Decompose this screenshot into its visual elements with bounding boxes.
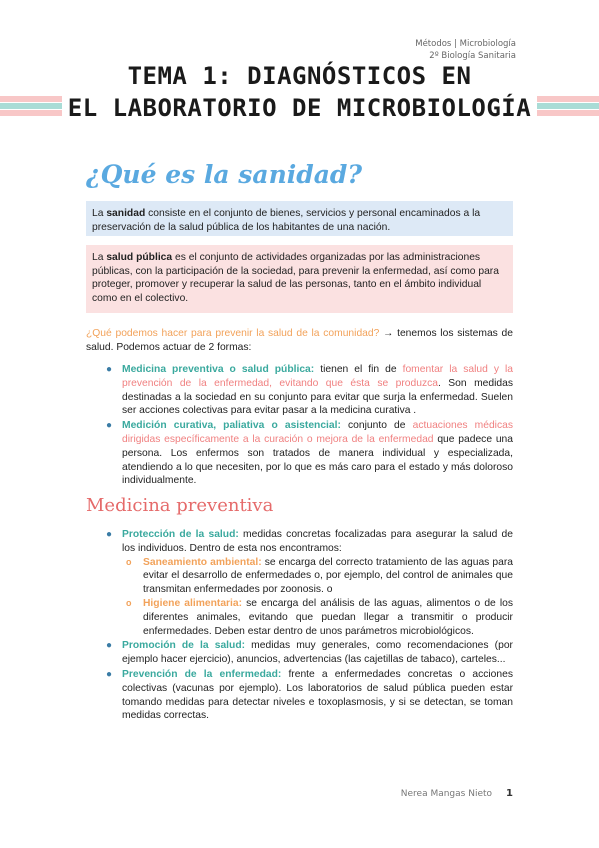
arrow-icon: → [383, 328, 394, 339]
circle-bullet-icon: o [126, 597, 132, 608]
list-item: ● Promoción de la salud: medidas muy generales, como recomendaciones (por ejemplo hacer ejercicio), anuncios, advertencias (las cajetillas de tabaco), carteles... [106, 640, 513, 666]
page-footer [401, 788, 513, 799]
bullet-icon: ● [106, 364, 113, 375]
footer-author: Nerea Mangas Nieto [400, 789, 493, 799]
bullet-icon: ● [106, 529, 113, 540]
bullet-icon: ● [106, 668, 113, 680]
list-item: ● Medicina preventiva o salud pública: tienen el fin de fomentar la salud y la prevención de la enfermedad, evitando que ésta se produzca. Son medidas destinadas a la sociedad en su conjunto para evitar que surja la enfermedad. Suelen ser acciones colectivas para evitar pasar a la medicina curativa . [106, 364, 514, 417]
circle-bullet-icon: o [126, 556, 132, 567]
preventive-medicine-list [106, 528, 513, 724]
sub-list [122, 556, 513, 639]
term-salud-publica: salud pública [106, 252, 173, 263]
list-item: ● Protección de la salud: medidas concretas focalizadas para asegurar la salud de los individuos. Dentro de esta nos encontramos: o Saneamiento ambiental: se encarga del correcto tratamiento de las aguas para evitar el desarrollo de enfermedades o, por ejemplo, del control de animales que transmitan enfermedades por zoonosis. o o Higiene alimentaria: se encarga del análisis de las aguas, alimentos o de los diferentes animales, evitando que puedan llegar a transmitir o producir enfermedades. Deben estar dentro de unos parámetros microbiológicos. [106, 529, 514, 637]
definition-box-salud-publica: La salud pública es el conjunto de actividades organizadas por las administraciones públicas, con la participación de la sociedad, para prevenir la enfermedad, así como para proteger, promover y recuperar la salud de las personas, tanto en el ámbito individual como en el colectivo. [86, 245, 513, 313]
title-line-1: TEMA 1: DIAGNÓSTICOS EN [0, 62, 599, 90]
definition-box-sanidad: La sanidad consiste en el conjunto de bienes, servicios y personal encaminados a la preservación de la salud pública de los habitantes de una nación. [86, 201, 513, 236]
header-course: 2º Biología Sanitaria [429, 51, 516, 61]
bullet-icon: ● [106, 420, 113, 432]
title-line-2: EL LABORATORIO DE MICROBIOLOGÍA [0, 94, 599, 122]
header-subject: Métodos | Microbiología [415, 39, 516, 49]
bullet-icon: ● [106, 640, 113, 652]
question-text: ¿Qué podemos hacer para prevenir la salud de la comunidad? [86, 328, 384, 339]
section-heading-medicina-preventiva: Medicina preventiva [86, 495, 274, 516]
sub-list-item: o Saneamiento ambiental: se encarga del correcto tratamiento de las aguas para evitar el desarrollo de enfermedades o, por ejemplo, del control de animales que transmitan enfermedades por zoonosis. o [126, 556, 514, 596]
term-sanidad: sanidad [106, 208, 146, 219]
sub-list-item: o Higiene alimentaria: se encarga del análisis de las aguas, alimentos o de los diferentes animales, evitando que puedan llegar a transmitir o producir enfermedades. Deben estar dentro de unos parámetros microbiológicos. [126, 597, 514, 637]
list-item: ● Prevención de la enfermedad: frente a enfermedades concretas o acciones colectivas (vacunas por ejemplo). Los laboratorios de salud pública pueden estar tomando medidas para detectar niveles e toxoplasmosis, y si se detectan, se toman medidas correctas. [106, 668, 513, 722]
list-item: ● Medición curativa, paliativa o asistencial: conjunto de actuaciones médicas dirigidas específicamente a la curación o mejora de la enfermedad que padece una persona. Los enfermos son tratados de manera individual y especializada, atendiendo a lo que necesiten, por lo que es más caro para el estado y más doloroso individualmente. [106, 420, 513, 487]
question-paragraph: ¿Qué podemos hacer para prevenir la salud de la comunidad? → tenemos los sistemas de salud. Podemos actuar de 2 formas: [86, 328, 513, 353]
health-systems-list [106, 363, 513, 489]
section-heading-sanidad: ¿Qué es la sanidad? [86, 160, 363, 189]
page-header [415, 38, 516, 62]
page-number: 1 [506, 788, 513, 799]
